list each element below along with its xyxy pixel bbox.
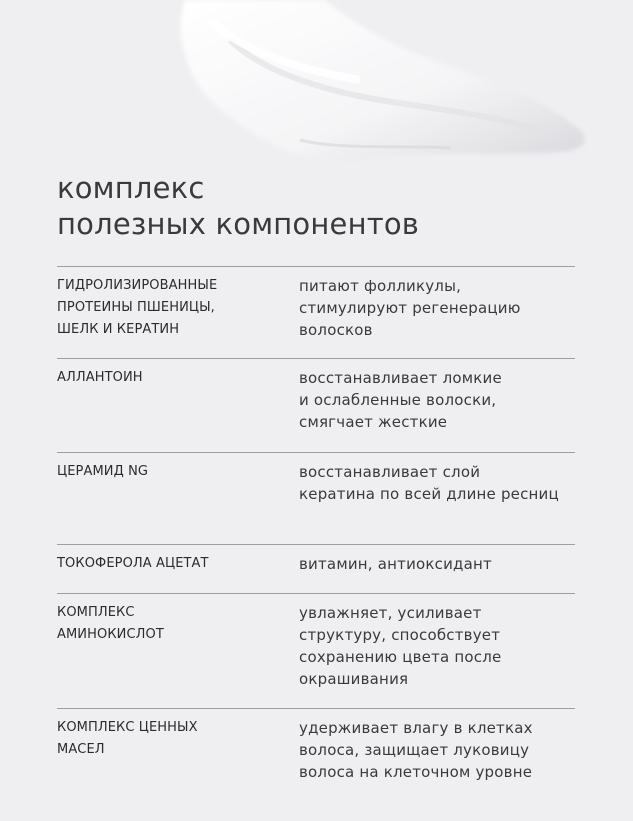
component-description: питают фолликулы, стимулируют регенерацию волосков [299, 277, 521, 339]
component-description: восстанавливает ломкие и ослабленные волоски, смягчает жесткие [299, 369, 502, 431]
component-description: увлажняет, усиливает структуру, способствует сохранению цвета после окрашивания [299, 604, 502, 688]
table-row [57, 544, 575, 593]
component-name: КОМПЛЕКС АМИНОКИСЛОТ [57, 605, 164, 642]
component-name: ГИДРОЛИЗИРОВАННЫЕ ПРОТЕИНЫ ПШЕНИЦЫ, ШЕЛК И КЕРАТИН [57, 278, 218, 337]
component-description: удерживает влагу в клетках волоса, защищает луковицу волоса на клеточном уровне [299, 719, 533, 781]
page-title-line: комплекс [57, 171, 205, 205]
components-table [57, 266, 575, 808]
component-description: витамин, антиоксидант [299, 555, 492, 573]
table-row [57, 358, 575, 452]
component-description: восстанавливает слой кератина по всей длине ресниц [299, 463, 559, 503]
table-row [57, 593, 575, 708]
table-row [57, 708, 575, 808]
component-name: АЛЛАНТОИН [57, 370, 143, 385]
component-name: ЦЕРАМИД NG [57, 464, 149, 479]
cream-smear-image [0, 0, 633, 180]
component-name: КОМПЛЕКС ЦЕННЫХ МАСЕЛ [57, 720, 198, 757]
component-name: ТОКОФЕРОЛА АЦЕТАТ [57, 556, 209, 571]
page-title-line: полезных компонентов [57, 207, 420, 241]
table-row [57, 266, 575, 358]
table-row [57, 452, 575, 544]
page-title [57, 170, 419, 242]
